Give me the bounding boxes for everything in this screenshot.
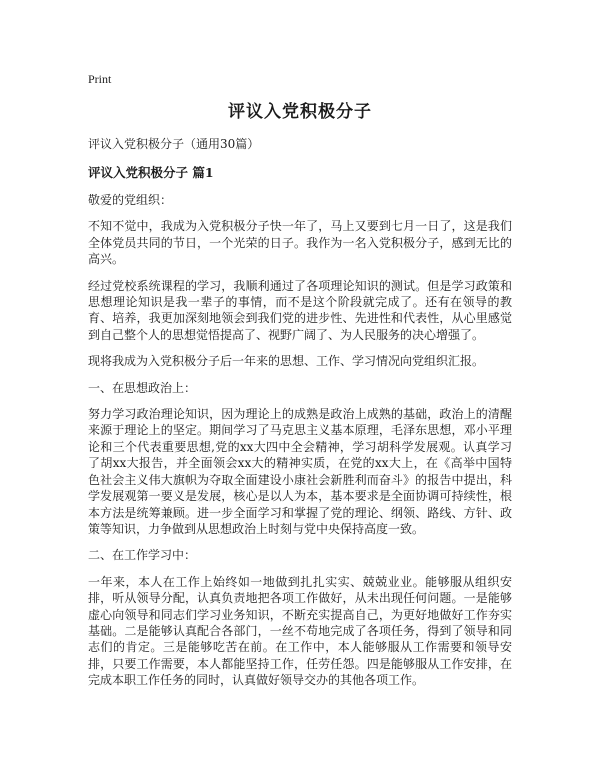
section-heading: 评议入党积极分子 篇1 [88, 165, 214, 180]
paragraph-work: 一年来，本人在工作上始终如一地做到扎扎实实、兢兢业业。能够服从组织安排，听从领导分配，认真负责地把各项工作做好，从未出现任何问题。一是能够虚心向领导和同志们学习业务知识，不断充实提高自己，为更好地做好工作夯实基础。二是能够认真配合各部门，一丝不苟地完成了各项任务，得到了领导和同志们的肯定。三是能够吃苦在前。在工作中，本人能够服从工作需要和领导安排，只要工作需要，本人都能坚持工作，任劳任怨。四是能够服从工作安排，在完成本职工作任务的同时，认真做好领导交办的其他各项工作。 [88, 574, 512, 688]
paragraph-politics: 努力学习政治理论知识，因为理论上的成熟是政治上成熟的基础，政治上的清醒来源于理论上的坚定。期间学习了马克思主义基本原理，毛泽东思想，邓小平理论和三个代表重要思想,党的xx大四中全会精神，学习胡科学发展观。认真学习了胡xx大报告，并全面领会xx大的精神实质，在党的xx大上，在《高举中国特色社会主义伟大旗帜为夺取全面建设小康社会新胜利而奋斗》的报告中提出，科学发展观第一要义是发展，核心是以人为本，基本要求是全面协调可持续性，根本方法是统筹兼顾。进一步全面学习和掌握了党的理论、纲领、路线、方针、政策等知识，力争做到从思想政治上时刻与党中央保持高度一致。 [88, 407, 512, 536]
document-subtitle: 评议入党积极分子（通用30篇） [88, 137, 260, 151]
paragraph-1: 不知不觉中，我成为入党积极分子快一年了，马上又要到七月一日了，这是我们全体党员共同的节日，一个光荣的日子。我作为一名入党积极分子，感到无比的高兴。 [88, 219, 512, 267]
document-title: 评议入党积极分子 [228, 102, 372, 122]
subheading-politics: 一、在思想政治上： [88, 380, 197, 395]
print-link[interactable]: Print [88, 72, 112, 86]
salutation: 敬爱的党组织： [88, 193, 173, 207]
paragraph-2: 经过党校系统课程的学习，我顺利通过了各项理论知识的测试。但是学习政策和思想理论知识是我一辈子的事情，而不是这个阶段就完成了。还有在领导的教育、培养，我更加深刻地领会到我们党的进步性、先进性和代表性，从心里感觉到自己整个人的思想觉悟提高了、视野广阔了、为人民服务的决心增强了。 [88, 278, 512, 342]
paragraph-3: 现将我成为入党积极分子后一年来的思想、工作、学习情况向党组织汇报。 [88, 354, 485, 369]
subheading-work: 二、在工作学习中： [88, 548, 197, 563]
